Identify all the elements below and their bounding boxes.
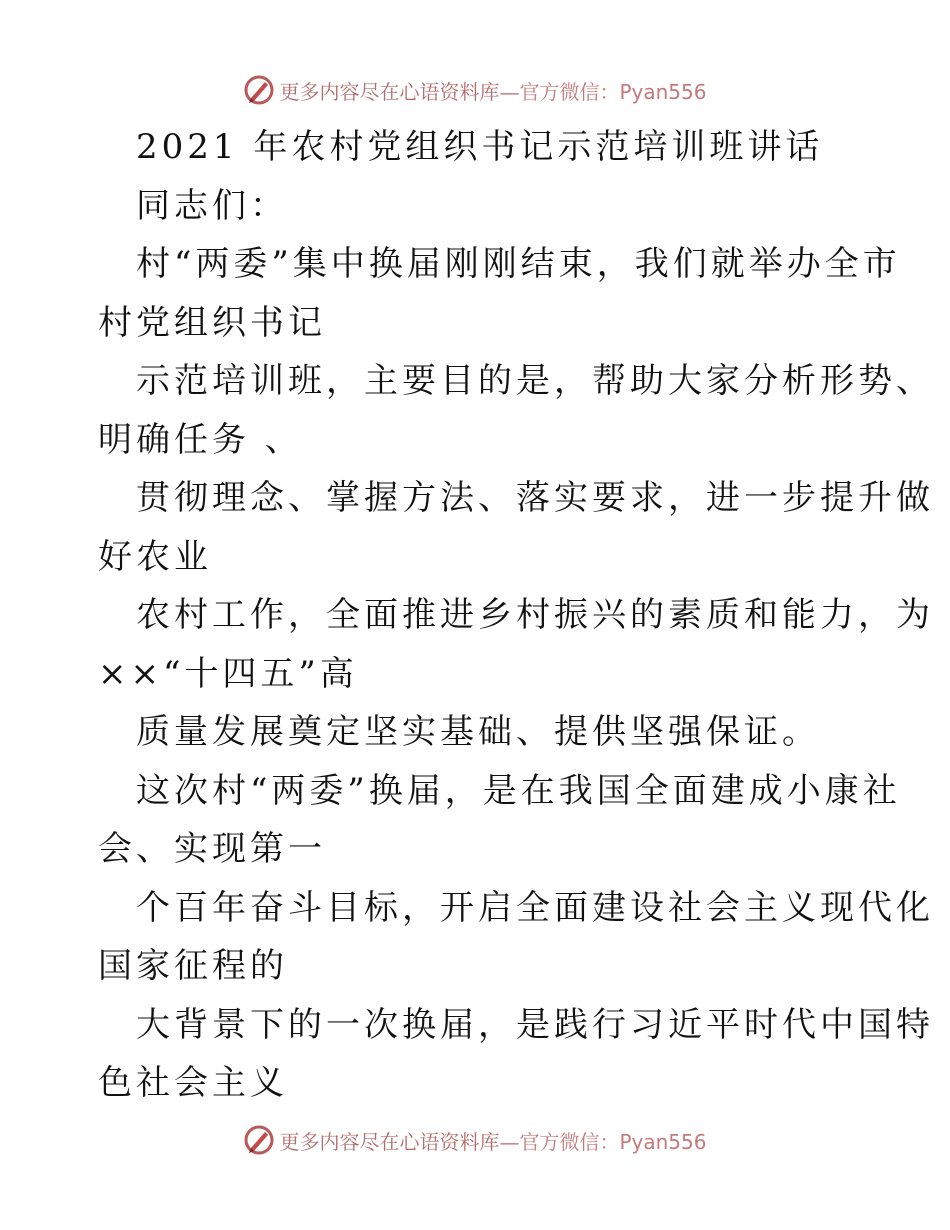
header-banner-text [279,76,706,105]
paragraph-line: 国家征程的 [98,946,288,986]
footer-banner-text [279,1126,706,1155]
paragraph-line: 色社会主义 [98,1063,288,1103]
paragraph-line: 贯彻理念、掌握方法、落实要求，进一步提升做 [136,478,934,518]
salutation: 同志们： [136,185,288,226]
paragraph-line: 示范培训班，主要目的是，帮助大家分析形势、 [136,361,934,401]
paragraph-line: 明确任务 、 [98,419,303,460]
header-banner-site: 更多内容尽在心语资料库— [279,79,520,104]
header-banner-wechat: 官方微信：Pyan556 [519,79,707,104]
pen-logo-icon [243,1124,275,1156]
footer-watermark-banner [0,1120,950,1160]
paragraph-line: 这次村“两委”换届，是在我国全面建成小康社 [136,770,901,811]
paragraph-line: 农村工作，全面推进乡村振兴的素质和能力，为 [136,595,934,635]
header-watermark-banner [0,70,950,110]
paragraph-line: 好农业 [98,536,212,577]
paragraph-line: 村“两委”集中换届刚刚结束，我们就举办全市 [136,244,901,284]
paragraph-line: 个百年奋斗目标，开启全面建设社会主义现代化 [136,887,934,928]
paragraph-line: 大背景下的一次换届，是践行习近平时代中国特 [136,1004,934,1045]
document-body [98,118,934,1113]
paragraph-line: 质量发展奠定坚实基础、提供坚强保证。 [136,712,820,752]
paragraph-line: 会、实现第一 [98,829,326,869]
paragraph-line: ××“十四五”高 [98,653,358,694]
paragraph-line: 村党组织书记 [98,302,326,343]
document-title: 2021 年农村党组织书记示范培训班讲话 [136,127,824,167]
footer-banner-wechat: 官方微信：Pyan556 [519,1129,707,1154]
pen-logo-icon [243,74,275,106]
footer-banner-site: 更多内容尽在心语资料库— [279,1129,520,1154]
